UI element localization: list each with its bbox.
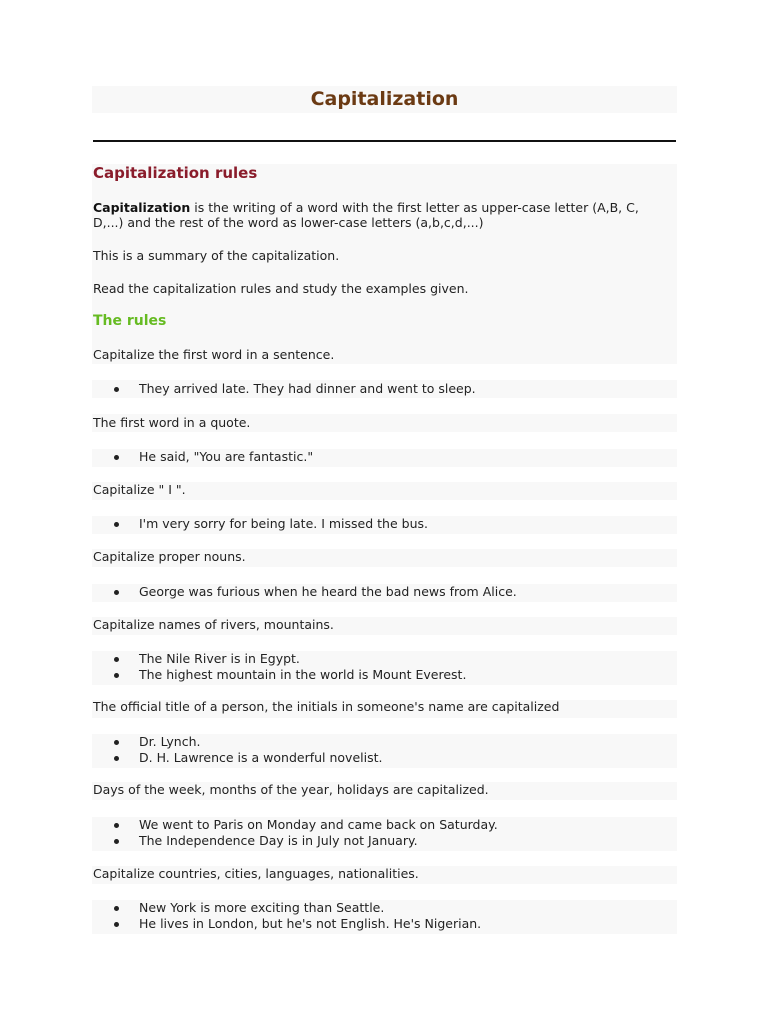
example-item: George was furious when he heard the bad news from Alice. <box>139 584 517 599</box>
example-item: The Nile River is in Egypt. <box>139 651 300 666</box>
rule-text: Capitalize proper nouns. <box>93 549 246 564</box>
bullet-dot <box>114 740 119 745</box>
example-item: New York is more exciting than Seattle. <box>139 900 385 915</box>
rule-text: The official title of a person, the initials in someone's name are capitalized <box>93 699 560 714</box>
page-title: Capitalization <box>310 88 459 110</box>
example-item: He lives in London, but he's not English. He's Nigerian. <box>139 916 482 931</box>
example-item: The Independence Day is in July not January. <box>139 833 418 848</box>
bullet-dot <box>114 657 119 662</box>
summary-text: This is a summary of the capitalization. <box>93 248 340 263</box>
bullet-dot <box>114 387 119 392</box>
example-item: The highest mountain in the world is Mount Everest. <box>139 667 467 682</box>
bullet-dot <box>114 673 119 678</box>
intro-line-1 <box>93 200 639 216</box>
rule-text: Capitalize the first word in a sentence. <box>93 347 335 362</box>
example-item: Dr. Lynch. <box>139 734 201 749</box>
bullet-dot <box>114 922 119 927</box>
rule-text: Capitalize names of rivers, mountains. <box>93 617 334 632</box>
bullet-dot <box>114 590 119 595</box>
intro-band <box>92 164 677 364</box>
rules-heading: The rules <box>93 313 167 329</box>
intro-line-1-rest: is the writing of a word with the first letter as upper-case letter (A,B, C, <box>190 200 639 215</box>
intro-line-2: D,...) and the rest of the word as lower-case letters (a,b,c,d,...) <box>93 215 484 230</box>
section-heading: Capitalization rules <box>93 164 258 182</box>
example-item: D. H. Lawrence is a wonderful novelist. <box>139 750 383 765</box>
rule-text: Days of the week, months of the year, holidays are capitalized. <box>93 782 489 797</box>
bullet-dot <box>114 522 119 527</box>
title-divider <box>93 140 676 142</box>
instruction-text: Read the capitalization rules and study the examples given. <box>93 281 469 296</box>
example-item: He said, "You are fantastic." <box>139 449 314 464</box>
bullet-dot <box>114 906 119 911</box>
bullet-dot <box>114 455 119 460</box>
rule-text: The first word in a quote. <box>93 415 251 430</box>
example-item: I'm very sorry for being late. I missed the bus. <box>139 516 428 531</box>
rule-text: Capitalize countries, cities, languages, nationalities. <box>93 866 419 881</box>
bullet-dot <box>114 839 119 844</box>
bullet-dot <box>114 823 119 828</box>
rule-text: Capitalize " I ". <box>93 482 186 497</box>
bullet-dot <box>114 756 119 761</box>
intro-term: Capitalization <box>93 200 191 215</box>
example-item: They arrived late. They had dinner and went to sleep. <box>139 381 476 396</box>
example-item: We went to Paris on Monday and came back on Saturday. <box>139 817 498 832</box>
